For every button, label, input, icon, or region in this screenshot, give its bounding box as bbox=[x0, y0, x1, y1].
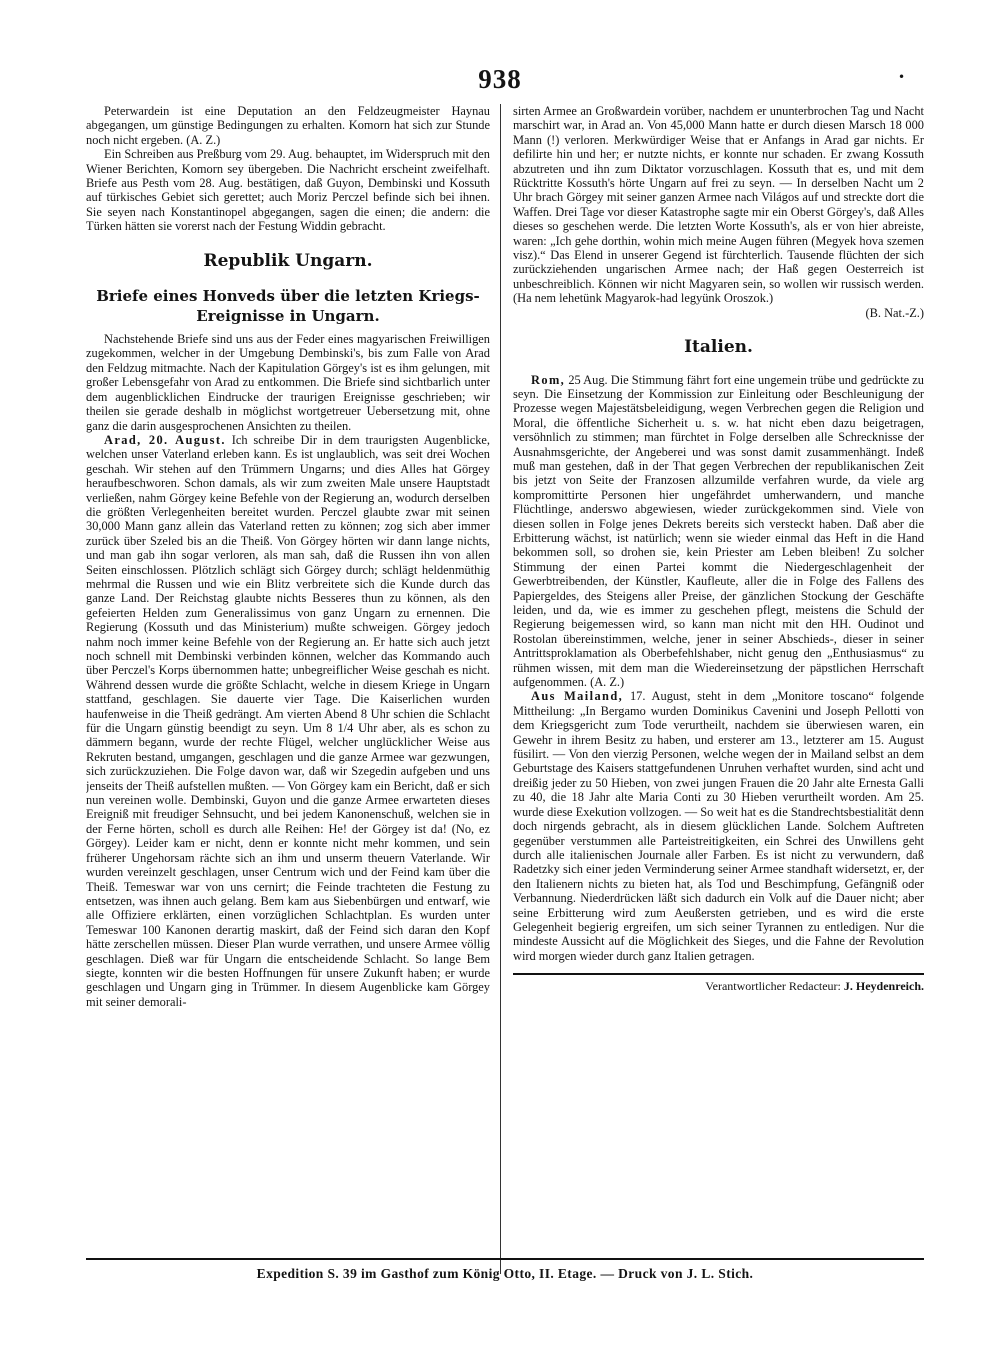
letter-dateline: Arad, 20. August. bbox=[104, 432, 226, 447]
milan-paragraph bbox=[513, 689, 924, 963]
rome-dateline: Rom, bbox=[531, 372, 566, 387]
source-note-bnatz: (B. Nat.-Z.) bbox=[865, 305, 924, 320]
letter-paragraph bbox=[86, 433, 490, 1009]
page-number: 938 bbox=[478, 64, 522, 94]
rome-paragraph bbox=[513, 373, 924, 690]
column-divider bbox=[500, 104, 501, 1274]
left-column bbox=[86, 104, 490, 1250]
footer-rule bbox=[86, 1258, 924, 1260]
right-column bbox=[513, 104, 924, 1236]
editor-name: J. Heydenreich. bbox=[843, 979, 924, 994]
editor-rule bbox=[513, 973, 924, 975]
milan-body: 17. August, steht in dem „Monitore toscano“ folgende Mittheilung: „In Bergamo wurden Dominikus Cavenini und Joseph Pellotti von dem Kriegsgericht zum Tode verurtheilt, nachdem sie überwiesen waren, ein Gewehr in ihrem Besitz zu haben, und ersterer am 13., letzterer am 15. August füsilirt. — Von den vierzig Personen, welche wegen der in Mailand selbst an dem Geburtstage des Kaisers stattgefundenen Unruhen verhaftet wurden, sind acht und dreißig jeder zu 50 Hieben, von zwei jungen Frauen die 20 Jahr alte Ernesta Galli zu 40, die 18 Jahr alte Maria Conti zu 30 Hieben verurtheilt worden. Am 25. wurde diese Exekution vollzogen. — So weit hat es die Standrechtsbestialität denn doch nirgends gebracht, als in diesem glücklichen Lande. Solchem Auftreten gegenüber verstummen alle Parteistreitigkeiten, ein Schrei des Unwillens geht durch alle italienischen Journale aller Farben. Es ist nicht zu verwundern, daß Radetzky sich einer jeden Verminderung seiner Armee standhaft widersetzt, er, der den Italienern nichts zu bieten hat, als Tod und Beschimpfung, Gefängniß oder Verbannung. Niederdrücken läßt sich dadurch ein Volk auf die Dauer nicht; aber seine Erbitterung wird zum Aeußersten getrieben, und es wird die erste Gelegenheit begierig ergreifen, um sich seiner Tyrannen zu entledigen. Nur die mindeste Aussicht auf die Möglichkeit des Sieges, und die Fahne der Revolution wird morgen wieder durch ganz Italien getragen. bbox=[513, 689, 924, 963]
article-heading-line-2: Ereignisse in Ungarn. bbox=[196, 307, 380, 326]
source-note-az: (A. Z.) bbox=[590, 675, 625, 690]
article-heading-line-1: Briefe eines Honveds über die letzten Kriegs- bbox=[96, 287, 480, 306]
letter-body: Ich schreibe Dir in dem traurigsten Augenblicke, welchen unser Vaterland erleben kann. Es ist unglaublich, was seit drei Wochen geschah. Wir stehen auf den Trümmern Ungarns; und dies Alles hat Görgey heraufbeschworen. Schon damals, als wir zum zweiten Male unsere Hauptstadt verließen, nahm Görgey keine Befehle von der Regierung an, wodurch derselben die größten Verlegenheiten bereitet wurden. Perczel glaubte zwar mit seinen 30,000 Mann ganz allein das Vaterland retten zu können; zog sich aber immer zurück über Szeled bis an die Theiß. Von Görgey hörten wir dann lange nichts, und man gab ihn sogar verloren, als man sah, daß die Russen ihn von allen Seiten einschlossen. Plötzlich schlägt sich Görgey durch; schlägt heldenmüthig mehrmal die Russen und wie ein Blitz verbreitete sich die Kunde durch das ganze Land. Der Reichstag glaubte nichts Besseres thun zu können, als den gefeierten Helden zum Generalissimus von ganz Ungarn zu ernennen. Die Regierung (Kossuth und das Ministerium) mußte schweigen. Görgey jedoch nahm noch immer keine Befehle von der Regierung an. Er hatte sich auch jetzt noch schnell mit Dembinski verbinden können, welcher das Kommando auch über Perczel's Korps übernommen hatte; unbegreiflicher Weise geschah es nicht. Während dessen wurde die größte Schlacht, welche in diesem Kriege in Ungarn stattfand, geschlagen. Sie dauerte vier Tage. Die Kaiserlichen wurden haufenweise in die Theiß gedrängt. Am vierten Abend 8 Uhr schien die Schlacht für die Ungarn günstig beendigt zu seyn. Um 8 1/4 Uhr aber, als es schon zu dämmern begann, wurde der rechte Flügel, welcher unglücklicher Weise aus Rekruten bestand, umgangen, geschlagen und die ganze Armee war gezwungen, sich zurückzuziehen. Die Folge davon war, daß wir Szegedin aufgeben und uns jenseits der Theiß aufstellen mußten. — Von Görgey kam ein Bericht, daß er sich nun vereinen wolle. Dembinski, Guyon und die ganze Armee erwarteten dieses Ereigniß mit freudiger Sehnsucht, und bei jedem Kanonenschuß, welchen sie in der Ferne hörten, scholl es durch alle Reihen: He! der Görgey ist da! (No, ez Görgey). Leider kam er nicht, denn er konnte nicht mehr kommen, und sein früherer Ungehorsam rächte sich an ihm und unserm theuern Vaterlande. Wir wurden vereinzelt geschlagen, unser Centrum wich und der Feind kam über die Theiß. Temeswar war von uns cernirt; die Feinde trachteten die Festung zu entsetzen, was ihnen auch gelang. Bem kam aus Siebenbürgen und entwarf, wie alle Offiziere erklärten, einen vorzüglichen Schlachtplan. Es wurden unter Temeswar 100 Kanonen derartig maskirt, daß der Feind sich daran den Kopf hätte zerschellen müssen. Dieser Plan wurde verrathen, und unsere Armee völlig geschlagen. Dieß war für Ungarn die entscheidende Schlacht. So lange Bem siegte, konnten wir die besten Hoffnungen für unsere Zukunft haben; er wurde geschlagen und Ungarn ging in Trümmer. In diesem Augenblicke kam Görgey mit seiner demorali- bbox=[86, 432, 490, 1009]
rome-body: 25 Aug. Die Stimmung fährt fort eine ungemein trübe und gedrückte zu seyn. Die Einsetzung der Kommission zur Einleitung oder Beschleunigung der Prozesse wegen Majestätsbeleidigung, wegen Verbrechen gegen die Religion und Moral, die öffentliche Sicherheit u. s. w. hat nicht eben dazu beigetragen, versöhnlich zu stimmen; man fürchtet in Folge derselben alle Schrecknisse der Ausnahmsgerichte, der Angeberei und was sonst damit zusammenhängt. Indeß muß man gestehen, daß in der That gegen Verbrechen der republikanischen Zeit bis jetzt von Seite der Franzosen allzumilde verfahren wurde, da viele arg kompromittirte Personen hier ungefährdet umherwandern, und manche Flüchtlinge, anderswo abgewiesen, wieder zurückgekommen sind. Viele von diesen sollen in Folge jenes Dekrets bereits sich versteckt haben. Daß aber die Erbitterung wächst, ist natürlich; wenn sie wieder einmal das Heft in die Hand bekommen soll, so drohen sie, kein Priester am Leben bleiben! Zu solcher Stimmung der einen Partei kommt die Niedergeschlagenheit der Gewerbtreibenden, der Künstler, Kaufleute, aller die in Folge des Fallens des Papiergeldes, des Steigens aller Preise, der gänzlichen Stockung der Geschäfte leiden, und da, wie es immer zu geschehen pflegt, meistens die Schuld der Regierung beigemessen wird, so kann man nicht mit den HH. Oudinot und Rostolan übereinstimmen, welche, jener in seiner Abschieds-, dieser in seiner Antrittsproklamation als Oberbefehlshaber, nicht genug den „Enthusiasmus“ zu rühmen wissen, mit dem man die Wiedereinsetzung der päpstlichen Herrschaft aufgenommen. bbox=[513, 372, 924, 690]
milan-dateline: Aus Mailand, bbox=[531, 689, 624, 704]
editor-label: Verantwortlicher Redacteur: bbox=[705, 979, 841, 994]
article-heading bbox=[86, 286, 490, 326]
imprint-footer: Expedition S. 39 im Gasthof zum König Otto, II. Etage. — Druck von J. L. Stich. bbox=[256, 1266, 754, 1281]
letter-continuation: sirten Armee an Großwardein vorüber, nachdem er ununterbrochen Tag und Nacht marschirt war, in Arad an. Von 45,000 Mann hatte er durch diesen Marsch 18 000 Mann (!) verloren. Merkwürdiger Weise that er Anfangs in Arad gar nichts. Er defilirte hin und her; er nutzte nichts, er konnte nur schaden. Er zwang Kossuth abzutreten und ihn zum Diktator vorzuschlagen. Kossuth that es, und mit dem Rücktritte Kossuth's hörte Ungarn auf frei zu seyn. — In derselben Nacht um 2 Uhr brach Görgey mit seiner ganzen Armee nach Világos auf und streckte dort die Waffen. Drei Tage vor dieser Katastrophe sagte mir ein Oberst Görgey's, daß Alles dieses so geschehen werde. Die letzten Worte Kossuth's, als er von hier abreiste, waren: „Ich gehe dorthin, wohin mich meine Augen führen (Megyek hova szemen visz).“ Das Elend in unserer Gegend ist fürchterlich. Tausende flüchten der sich zurückziehenden ungarischen Armee nach; der Haß gegen Oesterreich ist unbeschreiblich. Können wir nicht Magyaren sein, so wollen wir russisch werden. (Ha nem lehetünk Magyarok-had legyünk Oroszok.) bbox=[513, 104, 924, 306]
corner-dot: • bbox=[898, 70, 906, 84]
editor-line bbox=[513, 979, 924, 993]
article-intro: Nachstehende Briefe sind uns aus der Feder eines magyarischen Freiwilligen zugekommen, welcher in der Umgebung Dembinski's, bis zum Falle von Arad den Feldzug mitmachte. Nach der Kapitulation Görgey's ist es ihm gelungen, mit großer Lebensgefahr von Arad zu entkommen. Die Briefe sind sichtbarlich unter dem augenblicklichen Eindrucke der traurigen Ereignisse geschrieben; wir theilen sie gerade deshalb in möglichst wortgetreuer Uebersetzung mit, ohne ganz die darin ausgesprochenen Ansichten zu theilen. bbox=[86, 332, 490, 433]
news-paragraph-1: Peterwardein ist eine Deputation an den Feldzeugmeister Haynau abgegangen, um günstige Bedingungen zu erhalten. Komorn hat sich zur Stunde noch nicht ergeben. (A. Z.) bbox=[86, 104, 490, 147]
news-paragraph-2: Ein Schreiben aus Preßburg vom 29. Aug. behauptet, im Widerspruch mit den Wiener Berichten, Komorn sey übergeben. Die Nachricht erscheint zweifelhaft. Briefe aus Pesth vom 28. Aug. bestätigen, daß Guyon, Dembinski und Kossuth auf türkisches Gebiet sich gerettet; auch Moriz Perczel befinde sich bei ihnen. Sie seyen nach Konstantinopel abgegangen, sagen die einen; die andern: die Türken hätten sie vorerst nach der Festung Widdin gebracht. bbox=[86, 147, 490, 234]
section-heading-ungarn: Republik Ungarn. bbox=[203, 250, 373, 271]
section-heading-italien: Italien. bbox=[684, 337, 753, 358]
